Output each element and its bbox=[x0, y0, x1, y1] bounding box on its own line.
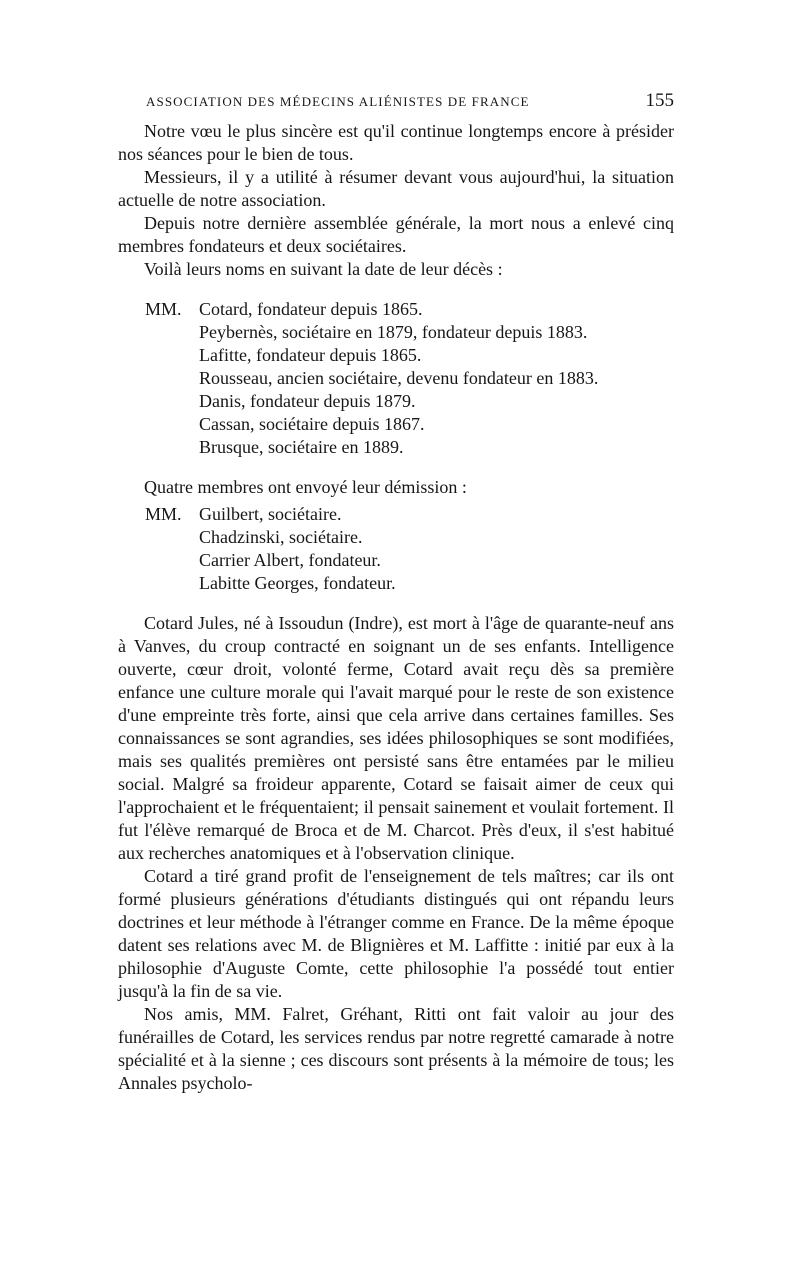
paragraph-situation: Messieurs, il y a utilité à résumer devant vous aujourd'hui, la situation actuelle de notre association. bbox=[118, 167, 674, 210]
paragraph-wish: Notre vœu le plus sincère est qu'il continue longtemps encore à présider nos séances pour le bien de tous. bbox=[118, 121, 674, 164]
running-header bbox=[118, 90, 674, 112]
document-page bbox=[118, 90, 674, 1095]
resigned-member: Labitte Georges, fondateur. bbox=[199, 573, 396, 593]
deceased-member: Danis, fondateur depuis 1879. bbox=[199, 391, 416, 411]
paragraph-deaths: Depuis notre dernière assemblée générale, la mort nous a enlevé cinq membres fondateurs et deux sociétaires. bbox=[118, 213, 674, 256]
deceased-member: Brusque, sociétaire en 1889. bbox=[199, 437, 404, 457]
deceased-members-list bbox=[118, 298, 674, 459]
running-title: ASSOCIATION DES MÉDECINS ALIÉNISTES DE FRANCE bbox=[146, 94, 530, 109]
deceased-member: Cassan, sociétaire depuis 1867. bbox=[199, 414, 425, 434]
page-number: 155 bbox=[645, 90, 674, 111]
resigned-members-list bbox=[118, 503, 674, 595]
resigned-label: MM. bbox=[145, 504, 182, 524]
paragraph-cotard-teaching: Cotard a tiré grand profit de l'enseignement de tels maîtres; car ils ont formé plusieurs générations d'étudiants distingués qui ont répandu leurs doctrines et leur méthode à l'étranger comme en France. De la même époque datent ses relations avec M. de Blignières et M. Laffitte : initié par eux à la philosophie d'Auguste Comte, cette philosophie l'a possédé tout entier jusqu'à la fin de sa vie. bbox=[118, 866, 674, 1001]
deceased-label: MM. bbox=[145, 299, 182, 319]
resignation-intro: Quatre membres ont envoyé leur démission : bbox=[144, 477, 467, 497]
deceased-member: Rousseau, ancien sociétaire, devenu fondateur en 1883. bbox=[199, 368, 599, 388]
resigned-member: Chadzinski, sociétaire. bbox=[199, 527, 363, 547]
deceased-member: Cotard, fondateur depuis 1865. bbox=[199, 299, 423, 319]
resigned-member: Guilbert, sociétaire. bbox=[199, 504, 342, 524]
deceased-member: Lafitte, fondateur depuis 1865. bbox=[199, 345, 422, 365]
resigned-member: Carrier Albert, fondateur. bbox=[199, 550, 381, 570]
paragraph-funeral: Nos amis, MM. Falret, Gréhant, Ritti ont fait valoir au jour des funérailles de Cotard, les services rendus par notre regretté camarade à notre spécialité et à la sienne ; ces discours sont présents à la mémoire de tous; les Annales psycholo- bbox=[118, 1004, 674, 1093]
deceased-member: Peybernès, sociétaire en 1879, fondateur depuis 1883. bbox=[199, 322, 588, 342]
paragraph-cotard-bio: Cotard Jules, né à Issoudun (Indre), est mort à l'âge de quarante-neuf ans à Vanves, du croup contracté en soignant un de ses enfants. Intelligence ouverte, cœur droit, volonté ferme, Cotard avait reçu dès sa première enfance une culture morale qui l'avait marqué pour le reste de son existence d'une empreinte très forte, ainsi que cela arrive dans certaines familles. Ses connaissances se sont agrandies, ses idées philosophiques se sont modifiées, mais ses qualités premières ont persisté sans être entamées par le milieu social. Malgré sa froideur apparente, Cotard se faisait aimer de ceux qui l'approchaient et le fréquentaient; il pensait sainement et voulait fortement. Il fut l'élève remarqué de Broca et de M. Charcot. Près d'eux, il s'est habitué aux recherches anatomiques et à l'observation clinique. bbox=[118, 613, 674, 863]
paragraph-names-intro: Voilà leurs noms en suivant la date de leur décès : bbox=[144, 259, 503, 279]
